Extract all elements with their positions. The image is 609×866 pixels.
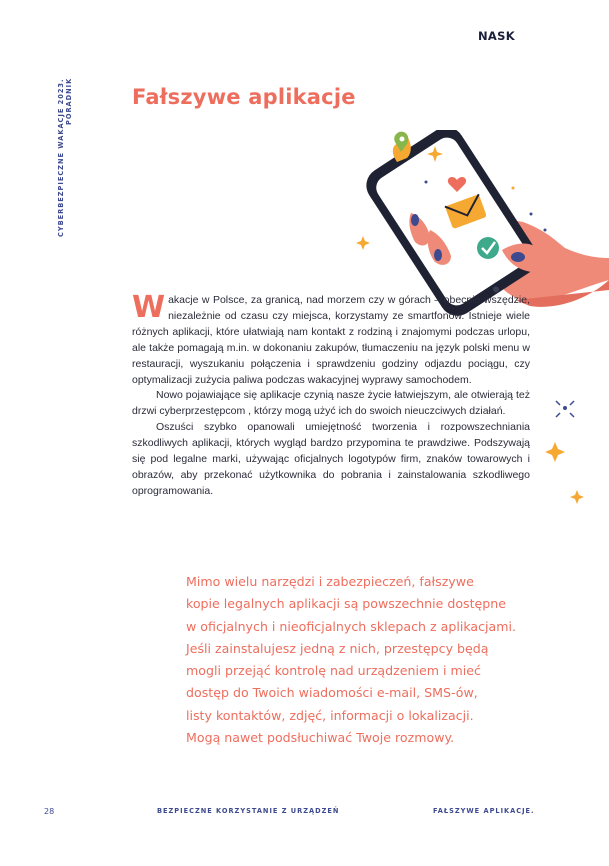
paragraph-2: Nowo pojawiające się aplikacje czynią nasze życie łatwiejszym, ale otwierają też drzwi cyberprzestępcom , którzy mogą użyć ich do swoich nieuczciwych działań.	[132, 389, 530, 418]
quote-line: mogli przejąć kontrolę nad urządzeniem i mieć	[186, 663, 481, 679]
quote-line: kopie legalnych aplikacji są powszechnie dostępne	[186, 596, 507, 612]
paragraph-1: akacje w Polsce, za granicą, nad morzem czy w górach – obecnie wszędzie, niezależnie od czasu czy miejsca, korzystamy ze smartfonów. Istnieje wiele różnych aplikacji, które ułatwiają nam kontakt z rodziną i znajomymi podczas urlopu, ale także pomagają m.in. w dokonaniu zakupów, tłumaczeniu na język polski menu w restauracji, wyszukaniu połączenia i sprawdzeniu godziny odjazdu pociągu, czy optymalizacji zużycia paliwa podczas wakacyjnej wyprawy samochodem.	[132, 294, 530, 386]
pull-quote	[186, 571, 536, 749]
paragraph-3: Oszuści szybko opanowali umiejętność tworzenia i rozpowszechniania szkodliwych aplikacji, których wygląd bardzo przypomina te prawdziwe. Podszywają się pod legalne marki, używając oficjalnych logotypów firm, znaków towarowych i obrazów, aby przekonać użytkownika do pobrania i zainstalowania szkodliwego oprogramowania.	[132, 421, 530, 497]
quote-line: Mogą nawet podsłuchiwać Twoje rozmowy.	[186, 730, 455, 746]
nask-logo: NASK	[478, 29, 515, 43]
quote-line: dostęp do Twoich wiadomości e-mail, SMS-ów,	[186, 685, 478, 701]
drop-cap: W	[132, 290, 166, 325]
quote-line: Mimo wielu narzędzi i zabezpieczeń, fałszywe	[186, 574, 474, 589]
quote-line: Jeśli zainstalujesz jedną z nich, przestępcy będą	[186, 640, 489, 656]
footer-chapter: FAŁSZYWE APLIKACJE.	[433, 807, 535, 815]
quote-line: listy kontaktów, zdjęć, informacji o lokalizacji.	[186, 707, 474, 723]
page-number: 28	[44, 807, 55, 816]
quote-line: w oficjalnych i nieoficjalnych sklepach z aplikacjami.	[186, 618, 517, 634]
page-title: Fałszywe aplikacje	[132, 85, 356, 109]
body-text	[132, 290, 530, 500]
footer-section: BEZPIECZNE KORZYSTANIE Z URZĄDZEŃ	[157, 807, 340, 815]
sidebar-label: CYBERBEZPIECZNE WAKACJE 2023. PORADNIK	[57, 78, 73, 237]
